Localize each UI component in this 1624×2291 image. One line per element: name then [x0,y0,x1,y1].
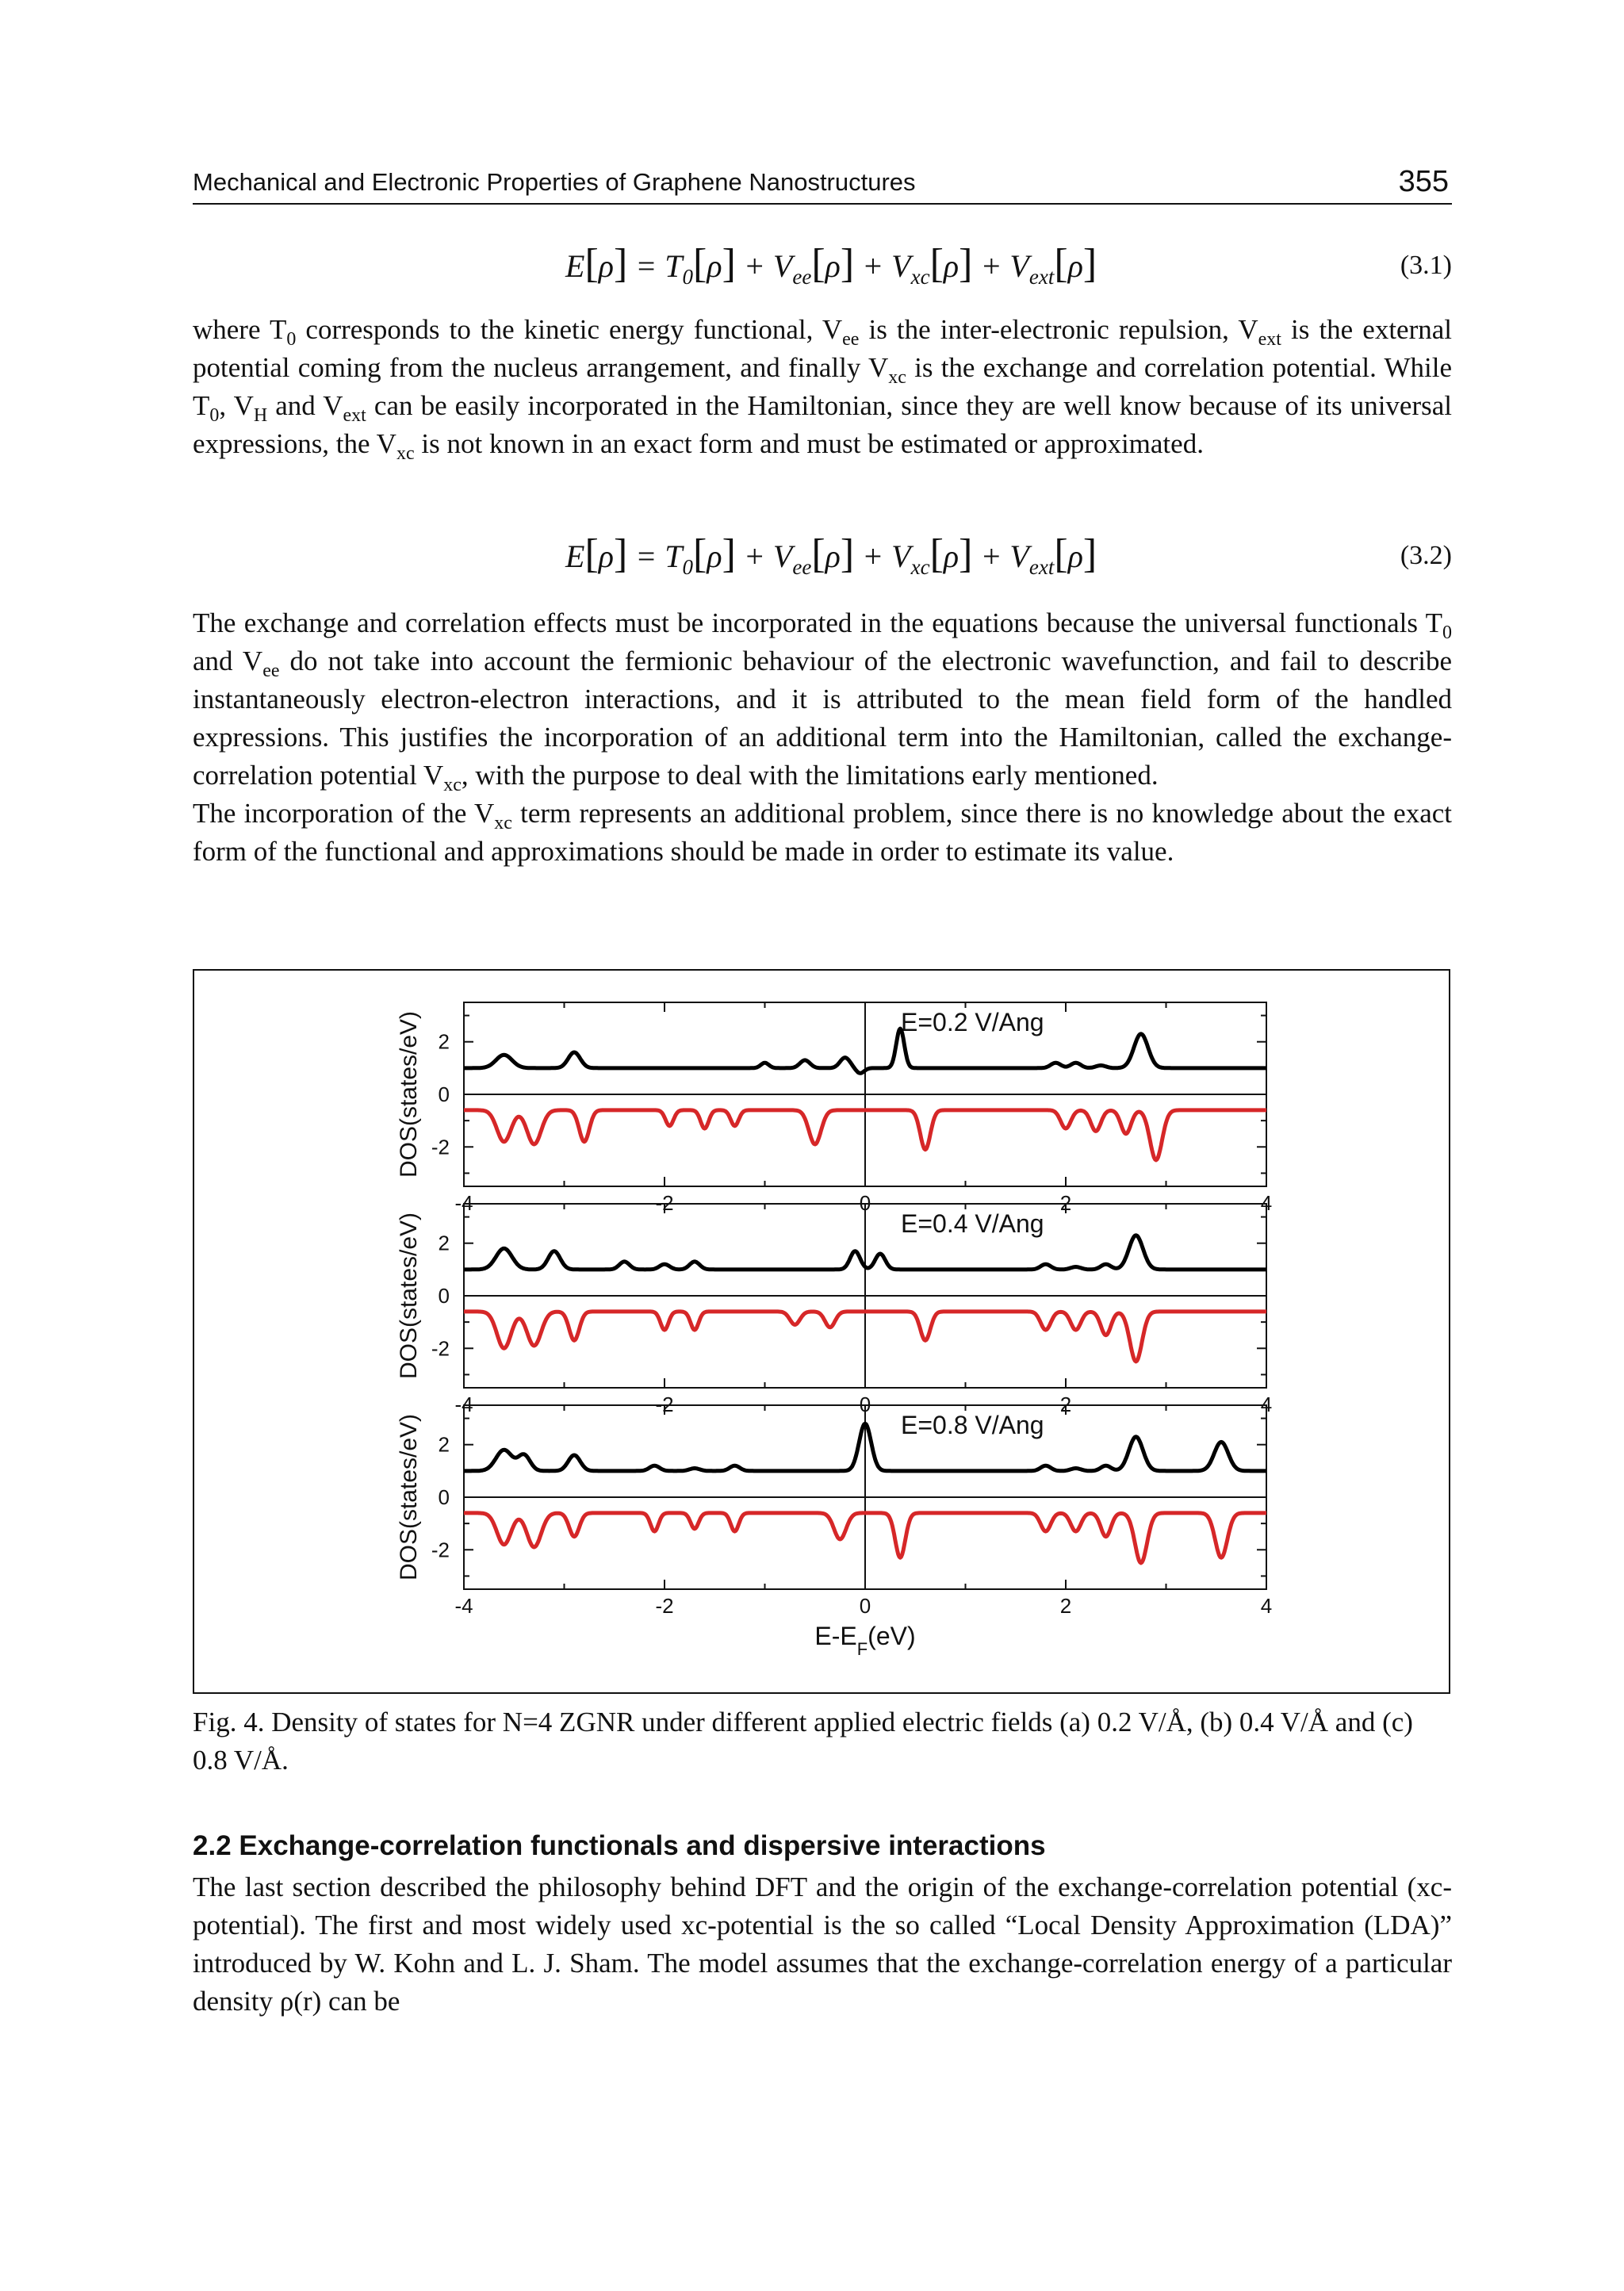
y-tick-label: 0 [438,1284,450,1308]
x-tick-label: 0 [859,1393,871,1416]
equation-3-2-number: (3.2) [1400,541,1452,570]
equation-3-2-math: $E[\rho] = T_0[\rho] + V_{ee}[\rho] + V_{xc}[\rho] + V_{ext}[\rho]$ [565,531,1097,579]
paragraph-4 [193,1868,1452,2021]
y-axis-label: DOS(states/eV) [396,1212,422,1380]
y-tick-label: 0 [438,1082,450,1106]
paragraph-3-text: The incorporation of the $V_{xc}$ term represents an additional problem, since there is no knowledge about the exact form of the functional and approximations should be made in order to estimate its value. [193,798,1452,867]
figure-caption: Fig. 4. Density of states for N=4 ZGNR under different applied electric fields (a) 0.2 V/Å, (b) 0.4 V/Å and (c) 0.8 V/Å. [193,1707,1413,1776]
x-axis-label: $E-E_F(eV)$ [814,1622,916,1659]
dos-chart [194,971,1449,1692]
panel-label: E=0.2 V/Ang [901,1008,1044,1036]
x-tick-label: 2 [1059,1594,1072,1618]
x-tick-label: 0 [859,1594,871,1618]
panel-label: E=0.4 V/Ang [901,1209,1044,1238]
paragraph-4-text: The last section described the philosophy behind DFT and the origin of the exchange-correlation potential (xc-potential). The first and most widely used xc-potential is the so called “Local Density Approximation (LDA)” introduced by W. Kohn and L. J. Sham. The model assumes that the exchange-correlation energy of a particular density ρ(r) can be [193,1871,1452,2017]
equation-3-1-math: $E[\rho] = T_0[\rho] + V_{ee}[\rho] + V_{xc}[\rho] + V_{ext}[\rho]$ [565,241,1097,289]
equation-3-2 [193,531,1452,579]
y-tick-label: 0 [438,1485,450,1509]
page-number: 355 [1398,165,1449,198]
y-tick-label: -2 [431,1336,450,1361]
paragraph-2-text: The exchange and correlation effects must be incorporated in the equations because the universal functionals $T_0$ and $V_{ee}$ do not take into account the fermionic behaviour of the electronic wavefunction, and fail to describe instantaneously electron-electron interactions, and it is attributed to the mean field form of the handled expressions. This justifies the incorporation of an additional term into the Hamiltonian, called the exchange-correlation potential $V_{xc}$, with the purpose to deal with the limitations early mentioned. [193,607,1452,795]
x-tick-label: -4 [454,1191,473,1215]
panel-label: E=0.8 V/Ang [901,1411,1044,1439]
y-axis-label: DOS(states/eV) [396,1413,422,1581]
header-title: Mechanical and Electronic Properties of Graphene Nanostructures [193,168,916,196]
paragraph-2 [193,604,1452,871]
x-tick-label: 2 [1059,1191,1072,1215]
x-tick-label: -4 [454,1393,473,1416]
x-tick-label: -2 [655,1191,674,1215]
equation-3-1-number: (3.1) [1400,251,1452,280]
x-tick-label: 4 [1260,1594,1273,1618]
y-tick-label: 2 [438,1231,450,1255]
figure-4 [193,969,1450,1694]
x-tick-label: 4 [1260,1191,1273,1215]
x-tick-label: -2 [655,1594,674,1618]
paragraph-1-text: where $T_0$ corresponds to the kinetic energy functional, $V_{ee}$ is the inter-electronic repulsion, $V_{ext}$ is the external potential coming from the nucleus arrangement, and finally $V_{xc}$ is the exchange and correlation potential. While $T_0$, $V_H$ and $V_{ext}$ can be easily incorporated in the Hamiltonian, since they are well know because of its universal expressions, the $V_{xc}$ is not known in an exact form and must be estimated or approximated. [193,314,1452,464]
equation-3-1 [193,241,1452,289]
x-tick-label: -4 [454,1594,473,1618]
x-tick-label: 0 [859,1191,871,1215]
y-axis-label: DOS(states/eV) [396,1010,422,1178]
x-tick-label: 2 [1059,1393,1072,1416]
y-tick-label: 2 [438,1432,450,1457]
x-tick-label: 4 [1260,1393,1273,1416]
x-tick-label: -2 [655,1393,674,1416]
running-header [193,165,1452,205]
section-heading: 2.2 Exchange-correlation functionals and dispersive interactions [193,1830,1046,1861]
y-tick-label: 2 [438,1029,450,1054]
y-tick-label: -2 [431,1538,450,1562]
y-tick-label: -2 [431,1135,450,1159]
paragraph-1 [193,311,1452,463]
